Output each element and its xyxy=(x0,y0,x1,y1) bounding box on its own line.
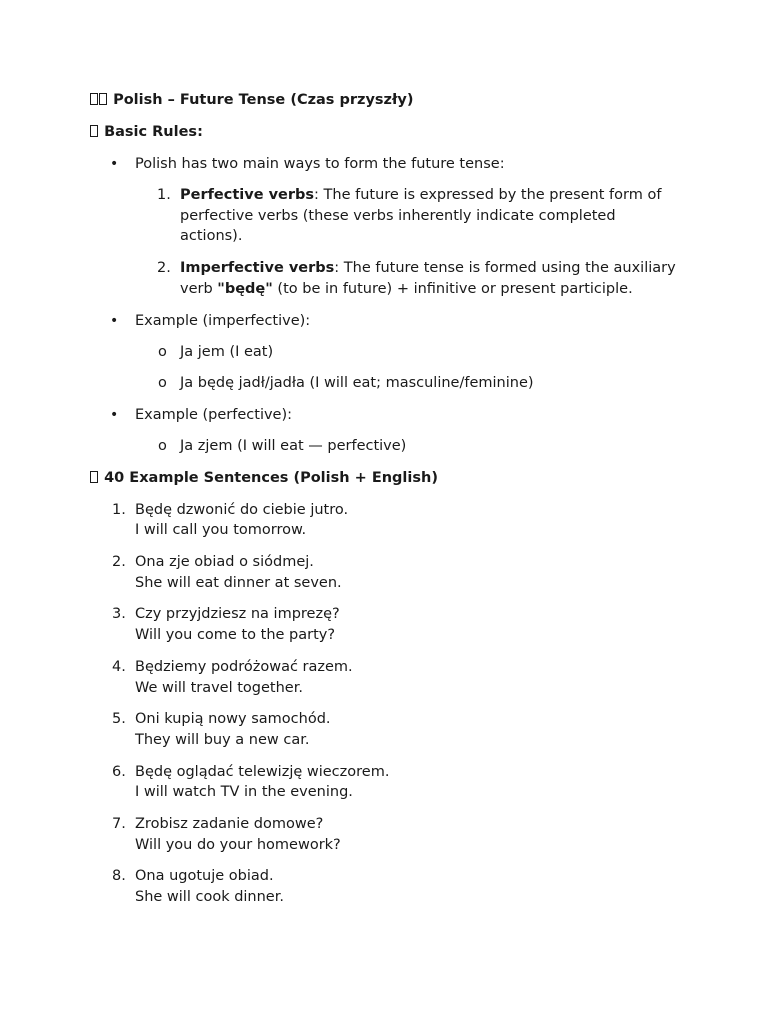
rules-list-item-imperfective xyxy=(90,311,680,394)
basic-rules-heading xyxy=(90,122,680,143)
rules-intro-text: Polish has two main ways to form the future tense: xyxy=(135,156,505,172)
english-translation: They will buy a new car. xyxy=(135,731,310,748)
document-content xyxy=(90,90,680,919)
imperfective-example-item xyxy=(135,342,680,363)
bullet-icon: • xyxy=(110,156,119,172)
example-sentence-item xyxy=(90,709,680,750)
rules-list-item-intro xyxy=(90,154,680,300)
example-sentence-item xyxy=(90,500,680,541)
rules-list-item-perfective xyxy=(90,405,680,457)
imperfective-example-item xyxy=(135,373,680,394)
list-number: 2. xyxy=(157,260,171,277)
imperfective-examples-list xyxy=(135,342,680,394)
pin-icon xyxy=(90,122,99,143)
perfective-example-text: Ja zjem (I will eat — perfective) xyxy=(180,437,407,454)
flag-icon xyxy=(90,90,108,111)
example-sentence-item xyxy=(90,762,680,803)
list-number: 1. xyxy=(157,187,171,203)
circle-bullet-icon: o xyxy=(158,343,167,360)
imperfective-verbs-text-after: (to be in future) + infinitive or present participle. xyxy=(272,280,633,297)
list-number: 8. xyxy=(112,868,126,885)
page-title xyxy=(90,90,680,111)
english-translation: Will you do your homework? xyxy=(135,836,341,853)
perfective-verbs-term: Perfective verbs xyxy=(180,187,315,203)
rules-list xyxy=(90,154,680,457)
bullet-icon: • xyxy=(110,406,119,423)
english-translation: I will watch TV in the evening. xyxy=(135,784,353,801)
perfective-examples-list xyxy=(135,436,680,457)
book-icon xyxy=(90,468,99,489)
imperfective-verbs-term: Imperfective verbs xyxy=(180,260,335,277)
examples-heading-text: 40 Example Sentences (Polish + English) xyxy=(104,469,438,486)
list-number: 3. xyxy=(112,606,126,623)
list-number: 1. xyxy=(112,501,126,518)
polish-sentence: Będę oglądać telewizję wieczorem. xyxy=(135,763,390,780)
polish-sentence: Ona ugotuje obiad. xyxy=(135,868,274,885)
polish-sentence: Będziemy podróżować razem. xyxy=(135,658,353,675)
example-sentence-item xyxy=(90,657,680,698)
english-translation: We will travel together. xyxy=(135,679,303,696)
circle-bullet-icon: o xyxy=(158,437,167,454)
polish-sentence: Oni kupią nowy samochód. xyxy=(135,711,331,728)
polish-sentence: Będę dzwonić do ciebie jutro. xyxy=(135,501,349,518)
examples-heading xyxy=(90,468,680,489)
example-sentence-item xyxy=(90,604,680,645)
polish-sentence: Czy przyjdziesz na imprezę? xyxy=(135,606,340,623)
list-number: 6. xyxy=(112,763,126,780)
list-number: 4. xyxy=(112,658,126,675)
example-sentence-item xyxy=(90,552,680,593)
circle-bullet-icon: o xyxy=(158,375,167,392)
perfective-example-item xyxy=(135,436,680,457)
future-ways-list xyxy=(135,185,680,300)
example-sentences-list xyxy=(90,500,680,908)
english-translation: Will you come to the party? xyxy=(135,627,336,644)
english-translation: I will call you tomorrow. xyxy=(135,522,307,539)
list-number: 2. xyxy=(112,554,126,571)
future-way-item xyxy=(135,258,680,299)
imperfective-example-text: Ja jem (I eat) xyxy=(180,343,274,360)
bullet-icon: • xyxy=(110,312,119,329)
list-number: 5. xyxy=(112,711,126,728)
imperfective-example-label: Example (imperfective): xyxy=(135,312,311,329)
page-title-text: Polish – Future Tense (Czas przyszły) xyxy=(113,92,414,108)
auxiliary-verb: "będę" xyxy=(217,280,273,297)
polish-sentence: Ona zje obiad o siódmej. xyxy=(135,554,314,571)
imperfective-example-text: Ja będę jadł/jadła (I will eat; masculine/feminine) xyxy=(180,375,534,392)
basic-rules-heading-text: Basic Rules: xyxy=(104,124,203,140)
english-translation: She will eat dinner at seven. xyxy=(135,574,342,591)
example-sentence-item xyxy=(90,814,680,855)
imperfective-verbs-text-before: : The future tense is formed using the auxiliary verb xyxy=(180,260,676,297)
perfective-verbs-text: : The future is expressed by the present form of perfective verbs (these verbs inherently indicate completed actions). xyxy=(180,187,662,245)
list-number: 7. xyxy=(112,816,126,833)
polish-sentence: Zrobisz zadanie domowe? xyxy=(135,816,324,833)
example-sentence-item xyxy=(90,866,680,907)
perfective-example-label: Example (perfective): xyxy=(135,406,293,423)
english-translation: She will cook dinner. xyxy=(135,889,284,906)
future-way-item xyxy=(135,185,680,247)
